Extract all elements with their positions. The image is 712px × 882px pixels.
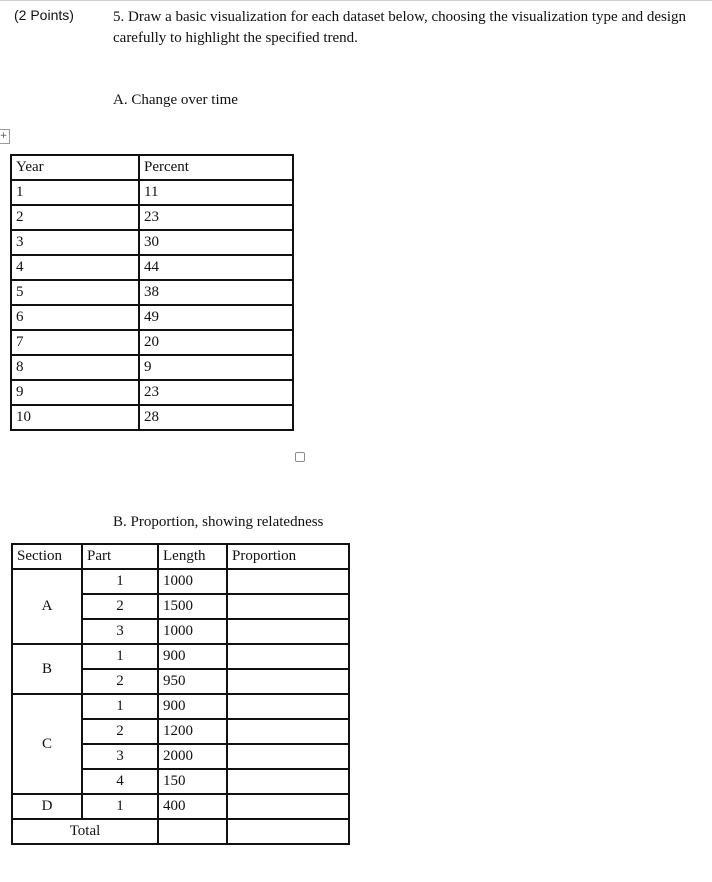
proportion-cell[interactable] (227, 669, 349, 694)
part-cell[interactable]: 2 (82, 719, 158, 744)
section-cell[interactable]: B (12, 644, 82, 694)
proportion-cell[interactable] (227, 619, 349, 644)
section-cell[interactable]: D (12, 794, 82, 819)
percent-cell[interactable]: 28 (139, 405, 293, 430)
column-header-year[interactable]: Year (11, 155, 139, 180)
percent-cell[interactable]: 11 (139, 180, 293, 205)
year-cell[interactable]: 8 (11, 355, 139, 380)
table-row (11, 280, 293, 305)
column-header-section[interactable]: Section (12, 544, 82, 569)
table-row (12, 694, 349, 719)
part-cell[interactable]: 1 (82, 794, 158, 819)
length-cell[interactable]: 900 (158, 694, 227, 719)
table-row (12, 569, 349, 594)
table-row (11, 230, 293, 255)
move-handle-icon[interactable]: + (0, 129, 10, 144)
length-cell[interactable]: 900 (158, 644, 227, 669)
total-length-cell[interactable] (158, 819, 227, 844)
year-cell[interactable]: 7 (11, 330, 139, 355)
column-header-length[interactable]: Length (158, 544, 227, 569)
proportion-cell[interactable] (227, 744, 349, 769)
table-row (11, 305, 293, 330)
part-cell[interactable]: 2 (82, 669, 158, 694)
percent-cell[interactable]: 49 (139, 305, 293, 330)
length-cell[interactable]: 1000 (158, 569, 227, 594)
percent-cell[interactable]: 9 (139, 355, 293, 380)
total-row (12, 819, 349, 844)
proportion-cell[interactable] (227, 644, 349, 669)
part-cell[interactable]: 3 (82, 744, 158, 769)
table-row (11, 255, 293, 280)
length-cell[interactable]: 400 (158, 794, 227, 819)
column-header-proportion[interactable]: Proportion (227, 544, 349, 569)
column-header-percent[interactable]: Percent (139, 155, 293, 180)
percent-cell[interactable]: 38 (139, 280, 293, 305)
table-row (11, 405, 293, 430)
year-cell[interactable]: 3 (11, 230, 139, 255)
proportion-cell[interactable] (227, 794, 349, 819)
length-cell[interactable]: 1500 (158, 594, 227, 619)
table-row (11, 205, 293, 230)
top-rule (0, 0, 712, 1)
length-cell[interactable]: 1200 (158, 719, 227, 744)
year-cell[interactable]: 1 (11, 180, 139, 205)
part-cell[interactable]: 1 (82, 569, 158, 594)
percent-cell[interactable]: 23 (139, 205, 293, 230)
part-cell[interactable]: 2 (82, 594, 158, 619)
proportion-cell[interactable] (227, 694, 349, 719)
length-cell[interactable]: 150 (158, 769, 227, 794)
year-cell[interactable]: 2 (11, 205, 139, 230)
table-header-row (11, 155, 293, 180)
proportion-cell[interactable] (227, 769, 349, 794)
proportion-cell[interactable] (227, 719, 349, 744)
year-cell[interactable]: 6 (11, 305, 139, 330)
table-row (12, 794, 349, 819)
part-cell[interactable]: 1 (82, 644, 158, 669)
resize-handle-icon[interactable] (295, 452, 305, 462)
table-header-row (12, 544, 349, 569)
proportion-cell[interactable] (227, 569, 349, 594)
section-cell[interactable]: A (12, 569, 82, 644)
year-cell[interactable]: 4 (11, 255, 139, 280)
proportion-table (11, 543, 350, 845)
length-cell[interactable]: 2000 (158, 744, 227, 769)
section-a-heading: A. Change over time (113, 92, 238, 108)
table-row (12, 644, 349, 669)
percent-cell[interactable]: 20 (139, 330, 293, 355)
percent-cell[interactable]: 44 (139, 255, 293, 280)
total-label[interactable]: Total (12, 819, 158, 844)
table-row (11, 380, 293, 405)
part-cell[interactable]: 1 (82, 694, 158, 719)
part-cell[interactable]: 3 (82, 619, 158, 644)
table-row (11, 355, 293, 380)
part-cell[interactable]: 4 (82, 769, 158, 794)
total-proportion-cell[interactable] (227, 819, 349, 844)
table-row (11, 330, 293, 355)
year-cell[interactable]: 10 (11, 405, 139, 430)
percent-cell[interactable]: 23 (139, 380, 293, 405)
proportion-cell[interactable] (227, 594, 349, 619)
year-cell[interactable]: 5 (11, 280, 139, 305)
year-cell[interactable]: 9 (11, 380, 139, 405)
table-row (11, 180, 293, 205)
length-cell[interactable]: 1000 (158, 619, 227, 644)
section-b-heading: B. Proportion, showing relatedness (113, 514, 324, 530)
section-cell[interactable]: C (12, 694, 82, 794)
percent-cell[interactable]: 30 (139, 230, 293, 255)
length-cell[interactable]: 950 (158, 669, 227, 694)
question-text: 5. Draw a basic visualization for each dataset below, choosing the visualization type and design carefully to highlight the specified trend. (113, 9, 687, 46)
points-label: (2 Points) (14, 7, 74, 23)
column-header-part[interactable]: Part (82, 544, 158, 569)
change-over-time-table (10, 154, 294, 431)
